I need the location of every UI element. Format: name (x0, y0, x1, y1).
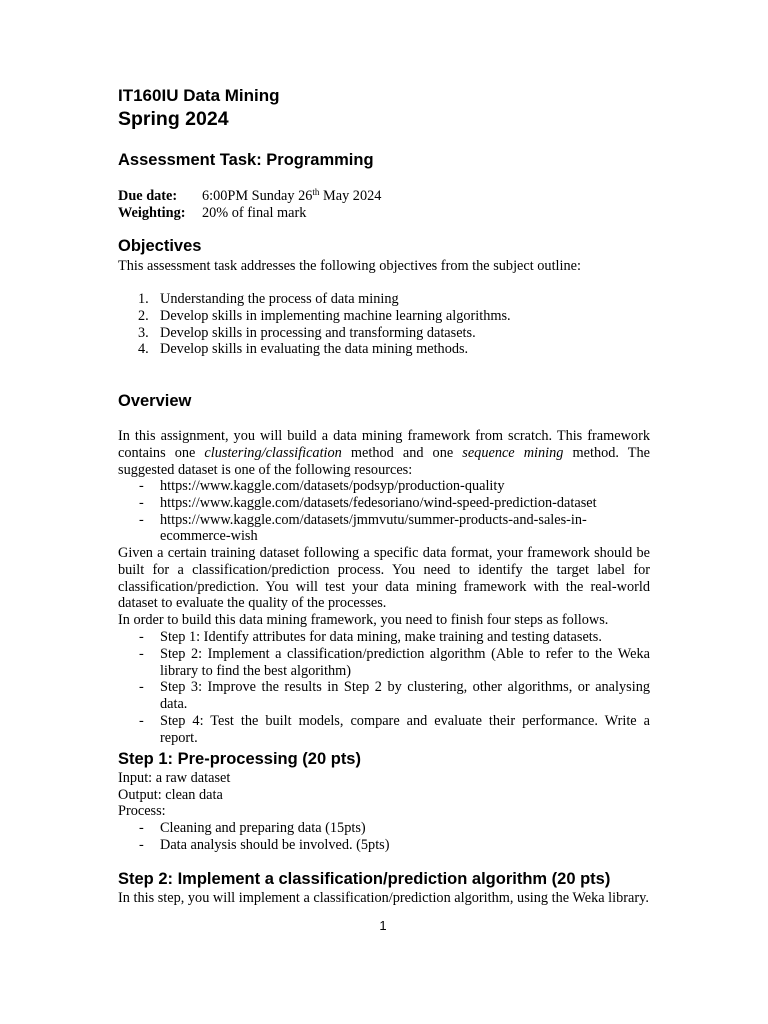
resource-link-item: - https://www.kaggle.com/datasets/podsyp/production-quality (139, 478, 505, 494)
term-title: Spring 2024 (118, 108, 229, 130)
dataset-resource-list (118, 478, 650, 545)
overview-steps-intro: In order to build this data mining framework, you need to finish four steps as follows. (118, 612, 609, 628)
list-item: - Cleaning and preparing data (15pts) (139, 820, 366, 836)
resource-link[interactable]: https://www.kaggle.com/datasets/fedesoriano/wind-speed-prediction-dataset (160, 494, 597, 511)
list-item: 2. Develop skills in implementing machine learning algorithms. (138, 307, 511, 324)
list-item: - Data analysis should be involved. (5pts) (139, 836, 390, 853)
steps-list (118, 629, 650, 747)
task-title: Assessment Task: Programming (118, 151, 374, 169)
objectives-heading: Objectives (118, 237, 202, 255)
due-date-value: 6:00PM Sunday 26th May 2024 (202, 187, 382, 204)
overview-heading: Overview (118, 392, 192, 410)
list-item: 3. Develop skills in processing and transforming datasets. (138, 324, 476, 341)
weighting-row (118, 205, 306, 222)
resource-link-item: - https://www.kaggle.com/datasets/jmmvutu/summer-products-and-sales-in-ecommerce-wish (139, 511, 587, 545)
overview-paragraph-line: suggested dataset is one of the following resources: (118, 462, 413, 478)
overview-paragraph: Given a certain training dataset following a specific data format, your framework should be built for a classification/prediction process. You need to identify the target label for classification/prediction. You will test your data mining framework with the real-world dataset to evaluate the quality of the processes. (118, 545, 650, 612)
sequence-mining-emphasis: sequence mining (462, 445, 564, 461)
clustering-emphasis: clustering/classification (204, 445, 342, 461)
objectives-intro: This assessment task addresses the following objectives from the subject outline: (118, 258, 581, 274)
list-item: - Step 4: Test the built models, compare and evaluate their performance. Write a report. (139, 712, 650, 746)
list-item: 1. Understanding the process of data mining (138, 291, 399, 307)
step1-process: Process: (118, 803, 166, 819)
overview-paragraph-line: contains one clustering/classification method and one sequence mining method. The (118, 445, 650, 461)
list-item: - Step 1: Identify attributes for data mining, make training and testing datasets. (139, 629, 602, 645)
objectives-list (118, 291, 650, 358)
step1-heading: Step 1: Pre-processing (20 pts) (118, 750, 361, 768)
weighting-label: Weighting: (118, 205, 186, 221)
resource-link[interactable]: https://www.kaggle.com/datasets/podsyp/production-quality (160, 478, 505, 494)
step2-intro: In this step, you will implement a classification/prediction algorithm, using the Weka library. (118, 890, 649, 906)
overview-paragraph-line: In this assignment, you will build a data mining framework from scratch. This framework (118, 428, 650, 444)
due-date-label: Due date: (118, 188, 178, 204)
resource-link-item: - https://www.kaggle.com/datasets/fedesoriano/wind-speed-prediction-dataset (139, 494, 597, 511)
due-date-row (118, 188, 381, 205)
step1-process-list (118, 820, 650, 854)
list-item: 4. Develop skills in evaluating the data mining methods. (138, 341, 469, 358)
course-title: IT160IU Data Mining (118, 86, 280, 105)
list-item: - Step 3: Improve the results in Step 2 by clustering, other algorithms, or analysing data. (139, 679, 650, 713)
list-item: - Step 2: Implement a classification/prediction algorithm (Able to refer to the Weka library to find the best algorithm) (139, 645, 650, 679)
step1-input: Input: a raw dataset (118, 770, 231, 786)
step2-heading: Step 2: Implement a classification/prediction algorithm (20 pts) (118, 870, 611, 888)
page-number: 1 (379, 918, 387, 933)
resource-link[interactable]: https://www.kaggle.com/datasets/jmmvutu/summer-products-and-sales-in-ecommerce-wish (160, 511, 587, 545)
step1-output: Output: clean data (118, 787, 223, 803)
weighting-value: 20% of final mark (202, 205, 307, 221)
